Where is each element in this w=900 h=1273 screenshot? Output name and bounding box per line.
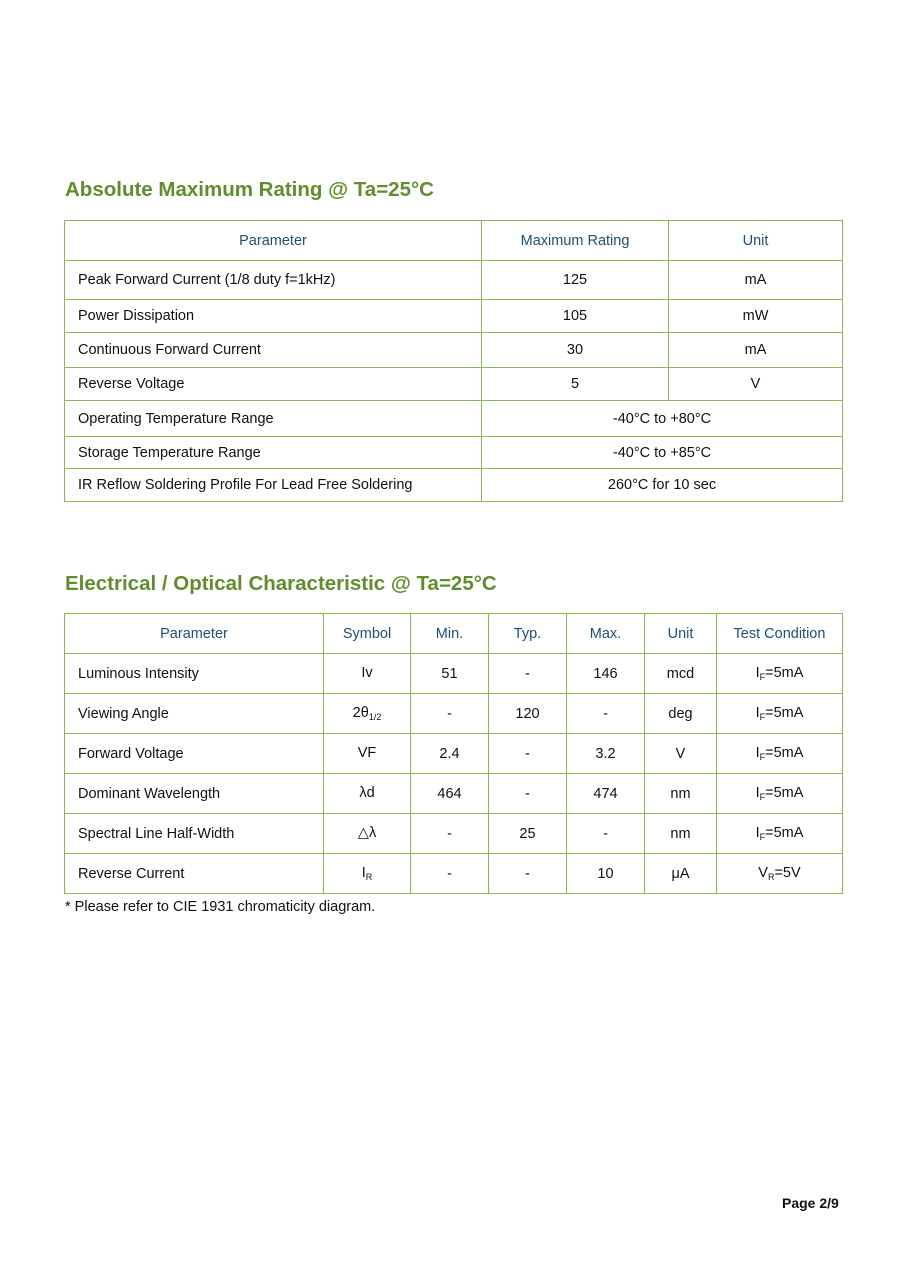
max-cell: - [567,814,645,854]
table-header-row [65,614,843,654]
symbol-cell [324,774,411,814]
parameter-cell: Continuous Forward Current [65,333,482,368]
header-maximum-rating: Maximum Rating [482,221,669,261]
symbol-main: Iv [361,665,373,681]
rating-cell: 260°C for 10 sec [482,469,843,502]
symbol-main: λd [359,785,375,801]
header-unit: Unit [645,614,717,654]
test-condition-cell [717,814,843,854]
condition-main: I [755,785,760,801]
parameter-cell: Spectral Line Half-Width [65,814,324,854]
rating-cell: 125 [482,261,669,300]
min-cell: - [411,854,489,894]
footnote: * Please refer to CIE 1931 chromaticity diagram. [65,899,376,915]
unit-cell: V [645,734,717,774]
min-cell: - [411,694,489,734]
parameter-cell: IR Reflow Soldering Profile For Lead Free Soldering [65,469,482,502]
header-symbol: Symbol [324,614,411,654]
parameter-cell: Storage Temperature Range [65,437,482,469]
table-row [65,300,843,333]
rating-cell: 105 [482,300,669,333]
condition-main: I [755,745,760,761]
test-condition-cell [717,734,843,774]
condition-value: =5V [774,865,801,881]
typ-cell: - [489,734,567,774]
header-min: Min. [411,614,489,654]
condition-value: =5mA [765,705,804,721]
condition-value: =5mA [765,785,804,801]
table-row [65,333,843,368]
condition-subscript: F [759,672,766,682]
unit-cell: V [669,368,843,401]
typ-cell: 120 [489,694,567,734]
table-header-row [65,221,843,261]
condition-subscript: F [759,832,766,842]
symbol-subscript: 1/2 [368,712,382,722]
parameter-cell: Reverse Current [65,854,324,894]
table-row [65,261,843,300]
unit-cell: mW [669,300,843,333]
test-condition-cell [717,694,843,734]
parameter-cell: Dominant Wavelength [65,774,324,814]
condition-main: I [755,825,760,841]
eoc-title: Electrical / Optical Characteristic @ Ta=25°C [65,572,497,595]
symbol-cell [324,734,411,774]
parameter-cell: Viewing Angle [65,694,324,734]
table-row [65,734,843,774]
unit-cell: mcd [645,654,717,694]
unit-cell: μA [645,854,717,894]
table-row [65,469,843,502]
unit-cell: nm [645,814,717,854]
condition-value: =5mA [765,825,804,841]
typ-cell: 25 [489,814,567,854]
unit-cell: mA [669,261,843,300]
symbol-main: VF [357,745,377,761]
table-row [65,368,843,401]
condition-main: I [755,665,760,681]
max-cell: 3.2 [567,734,645,774]
rating-cell: 30 [482,333,669,368]
header-test-condition: Test Condition [717,614,843,654]
symbol-main: △λ [357,825,377,841]
header-parameter: Parameter [65,614,324,654]
test-condition-cell [717,854,843,894]
max-cell: - [567,694,645,734]
min-cell: 2.4 [411,734,489,774]
typ-cell: - [489,654,567,694]
header-max: Max. [567,614,645,654]
page-number: Page 2/9 [782,1195,839,1211]
condition-value: =5mA [765,745,804,761]
absolute-maximum-rating-table [64,220,843,502]
typ-cell: - [489,854,567,894]
table-row [65,814,843,854]
unit-cell: nm [645,774,717,814]
symbol-main: I [361,865,366,881]
condition-subscript: F [759,752,766,762]
test-condition-cell [717,774,843,814]
parameter-cell: Operating Temperature Range [65,401,482,437]
parameter-cell: Power Dissipation [65,300,482,333]
parameter-cell: Luminous Intensity [65,654,324,694]
typ-cell: - [489,774,567,814]
table-row [65,694,843,734]
rating-cell: 5 [482,368,669,401]
symbol-subscript: R [365,872,373,882]
table-row [65,654,843,694]
table-row [65,401,843,437]
parameter-cell: Peak Forward Current (1/8 duty f=1kHz) [65,261,482,300]
test-condition-cell [717,654,843,694]
amr-title: Absolute Maximum Rating @ Ta=25°C [65,178,434,201]
unit-cell: deg [645,694,717,734]
table-row [65,854,843,894]
electrical-optical-table [64,613,843,894]
parameter-cell: Forward Voltage [65,734,324,774]
max-cell: 474 [567,774,645,814]
parameter-cell: Reverse Voltage [65,368,482,401]
symbol-cell [324,814,411,854]
symbol-cell [324,854,411,894]
symbol-cell [324,694,411,734]
header-parameter: Parameter [65,221,482,261]
symbol-cell [324,654,411,694]
table-row [65,437,843,469]
condition-subscript: F [759,792,766,802]
condition-main: I [755,705,760,721]
header-typ: Typ. [489,614,567,654]
rating-cell: -40°C to +85°C [482,437,843,469]
table-row [65,774,843,814]
max-cell: 146 [567,654,645,694]
condition-main: V [758,865,768,881]
min-cell: - [411,814,489,854]
header-unit: Unit [669,221,843,261]
condition-subscript: F [759,712,766,722]
rating-cell: -40°C to +80°C [482,401,843,437]
min-cell: 464 [411,774,489,814]
symbol-main: 2θ [352,705,369,721]
condition-subscript: R [767,872,775,882]
condition-value: =5mA [765,665,804,681]
max-cell: 10 [567,854,645,894]
min-cell: 51 [411,654,489,694]
unit-cell: mA [669,333,843,368]
